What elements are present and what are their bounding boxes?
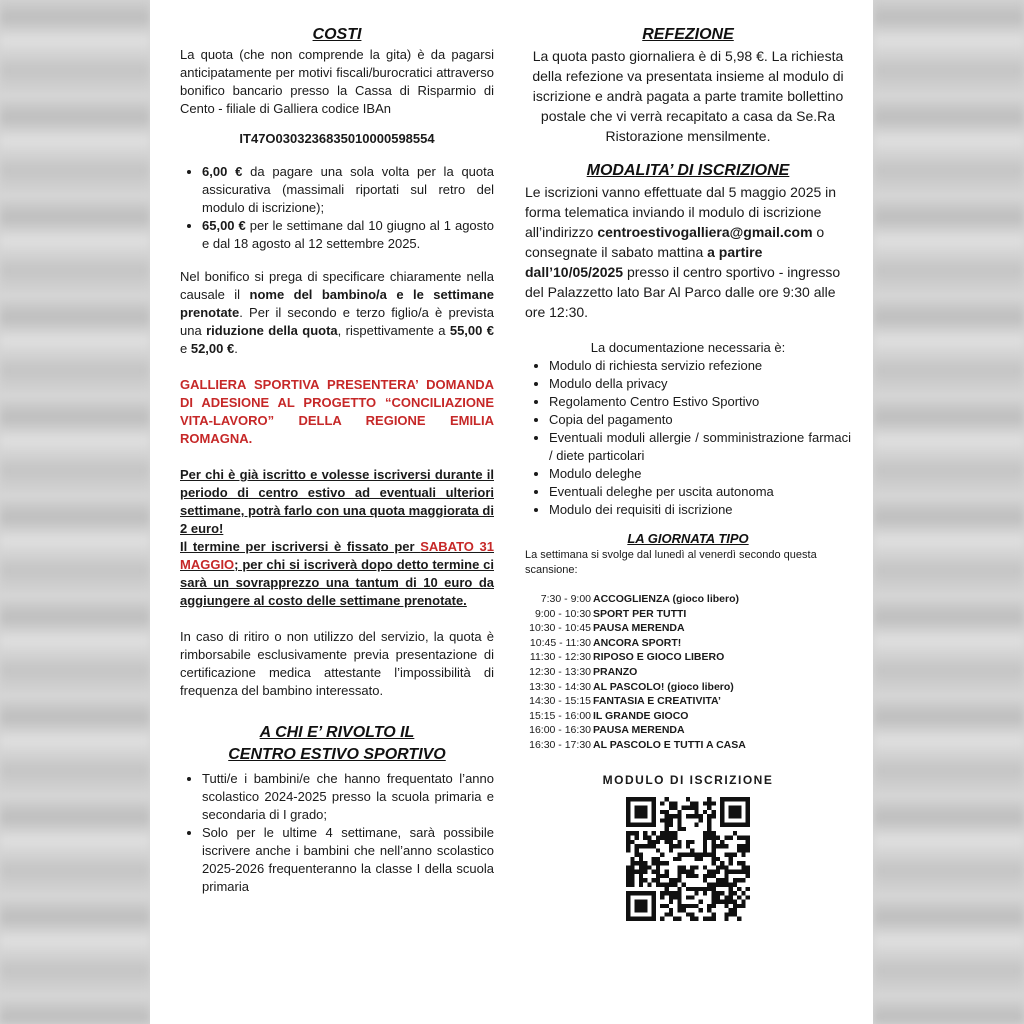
giornata-title: LA GIORNATA TIPO bbox=[627, 531, 749, 546]
flyer-page bbox=[150, 0, 873, 1024]
schedule-row: 11:30 - 12:30 RIPOSO E GIOCO LIBERO bbox=[529, 651, 725, 664]
iban-code: IT47O0303236835010000598554 bbox=[239, 131, 435, 146]
schedule-row: 14:30 - 15:15 FANTASIA E CREATIVITA’ bbox=[529, 695, 721, 708]
docs-item: • Modulo deleghe bbox=[549, 465, 851, 483]
blurred-background-right bbox=[874, 0, 1024, 1024]
modalita-text: Le iscrizioni vanno effettuate dal 5 maggio 2025 in forma telematica inviando il modulo di iscrizione all’indirizzo centroestivogalliera@gmail.com o consegnate il sabato mattina a partire dall’10/05/2025 presso il centro sportivo - ingresso del Palazzetto lato Bar Al Parco dalle ore 9:30 alle ore 12:30. bbox=[525, 184, 841, 320]
qr-title: MODULO DI ISCRIZIONE bbox=[602, 772, 774, 787]
docs-item: • Modulo di richiesta servizio refezione bbox=[549, 357, 851, 375]
modalita-title: MODALITA’ DI ISCRIZIONE bbox=[586, 162, 790, 179]
email-address: centroestivogalliera@gmail.com bbox=[597, 224, 813, 240]
docs-item: • Eventuali moduli allergie / somministrazione farmaci / diete particolari bbox=[549, 429, 851, 465]
giornata-intro: La settimana si svolge dal lunedì al venerdì secondo questa scansione: bbox=[525, 549, 817, 576]
costi-item-insurance: • 6,00 € da pagare una sola volta per la quota assicurativa (massimali riportati sul retro del modulo di iscrizione); bbox=[202, 163, 494, 217]
schedule-row: 16:00 - 16:30 PAUSA MERENDA bbox=[529, 724, 685, 737]
deadline-date: SABATO 31 MAGGIO bbox=[180, 539, 494, 572]
costi-intro: La quota (che non comprende la gita) è da pagarsi anticipatamente per motivi fiscali/burocratici attraverso bonifico bancario presso la Cassa di Risparmio di Cento - filiale di Galliera codice IBAn bbox=[180, 47, 494, 116]
schedule-row: 10:30 - 10:45 PAUSA MERENDA bbox=[529, 622, 685, 635]
costi-item-weekly: • 65,00 € per le settimane dal 10 giugno al 1 agosto e dal 18 agosto al 12 settembre 2025. bbox=[202, 217, 494, 253]
schedule-row: 16:30 - 17:30 AL PASCOLO E TUTTI A CASA bbox=[529, 738, 746, 751]
schedule-row: 15:15 - 16:00 IL GRANDE GIOCO bbox=[529, 709, 689, 722]
docs-item: • Modulo dei requisiti di iscrizione bbox=[549, 501, 851, 519]
refund-paragraph: In caso di ritiro o non utilizzo del servizio, la quota è rimborsabile esclusivamente previa presentazione di certificazione medica attestante l’impossibilità di frequenza del bambino interessato. bbox=[180, 629, 494, 698]
rivolto-title: A CHI E’ RIVOLTO IL CENTRO ESTIVO SPORTIVO bbox=[228, 724, 446, 763]
refezione-title: REFEZIONE bbox=[642, 26, 734, 43]
left-column bbox=[180, 0, 494, 896]
docs-item: • Modulo della privacy bbox=[549, 375, 851, 393]
blurred-background-left bbox=[0, 0, 150, 1024]
schedule-row: 10:45 - 11:30 ANCORA SPORT! bbox=[529, 636, 682, 649]
schedule-row: 13:30 - 14:30 AL PASCOLO! (gioco libero) bbox=[529, 680, 734, 693]
costi-list bbox=[180, 163, 494, 253]
docs-item: • Copia del pagamento bbox=[549, 411, 851, 429]
refezione-text: La quota pasto giornaliera è di 5,98 €. La richiesta della refezione va presentata insieme al modulo di iscrizione e andrà pagata a parte tramite bollettino postale che vi verrà recapitato a casa da Se.Ra Ristorazione mensilmente. bbox=[532, 48, 844, 144]
schedule-row: 7:30 - 9:00 ACCOGLIENZA (gioco libero) bbox=[540, 593, 740, 605]
bonifico-paragraph: Nel bonifico si prega di specificare chiaramente nella causale il nome del bambino/a e le settimane prenotate. Per il secondo e terzo figlio/a è prevista una riduzione della quota, rispettivamente a 55,00 € e 52,00 €. bbox=[180, 269, 494, 356]
qr-code-icon[interactable] bbox=[626, 797, 750, 921]
rivolto-item: • Tutti/e i bambini/e che hanno frequentato l’anno scolastico 2024-2025 presso la scuola primaria e secondaria di I grado; bbox=[202, 770, 494, 824]
conciliazione-notice: GALLIERA SPORTIVA PRESENTERA’ DOMANDA DI ADESIONE AL PROGETTO “CONCILIAZIONE VITA-LAVORO” DELLA REGIONE EMILIA ROMAGNA. bbox=[180, 377, 494, 446]
costi-title: COSTI bbox=[312, 26, 362, 43]
extra-weeks-notice: Per chi è già iscritto e volesse iscriversi durante il periodo di centro estivo ad eventuali ulteriori settimane, potrà farlo con una quota maggiorata di 2 euro! bbox=[180, 467, 494, 536]
schedule-list bbox=[525, 592, 851, 753]
schedule-row: 12:30 - 13:30 PRANZO bbox=[529, 665, 638, 678]
schedule-row: 9:00 - 10:30 SPORT PER TUTTI bbox=[534, 607, 687, 620]
docs-item: • Regolamento Centro Estivo Sportivo bbox=[549, 393, 851, 411]
docs-title: La documentazione necessaria è: bbox=[590, 340, 786, 355]
docs-list bbox=[525, 357, 851, 519]
rivolto-list bbox=[180, 770, 494, 896]
deadline-notice: Il termine per iscriversi è fissato per SABATO 31 MAGGIO; per chi si iscriverà dopo detto termine ci sarà un sovrapprezzo una tantum di 10 euro da aggiungere al costo delle settimane prenotate. bbox=[180, 539, 494, 608]
rivolto-item: • Solo per le ultime 4 settimane, sarà possibile iscrivere anche i bambini che nell’anno scolastico 2025-2026 frequenteranno la classe I della scuola primaria bbox=[202, 824, 494, 896]
docs-item: • Eventuali deleghe per uscita autonoma bbox=[549, 483, 851, 501]
right-column bbox=[525, 0, 851, 921]
